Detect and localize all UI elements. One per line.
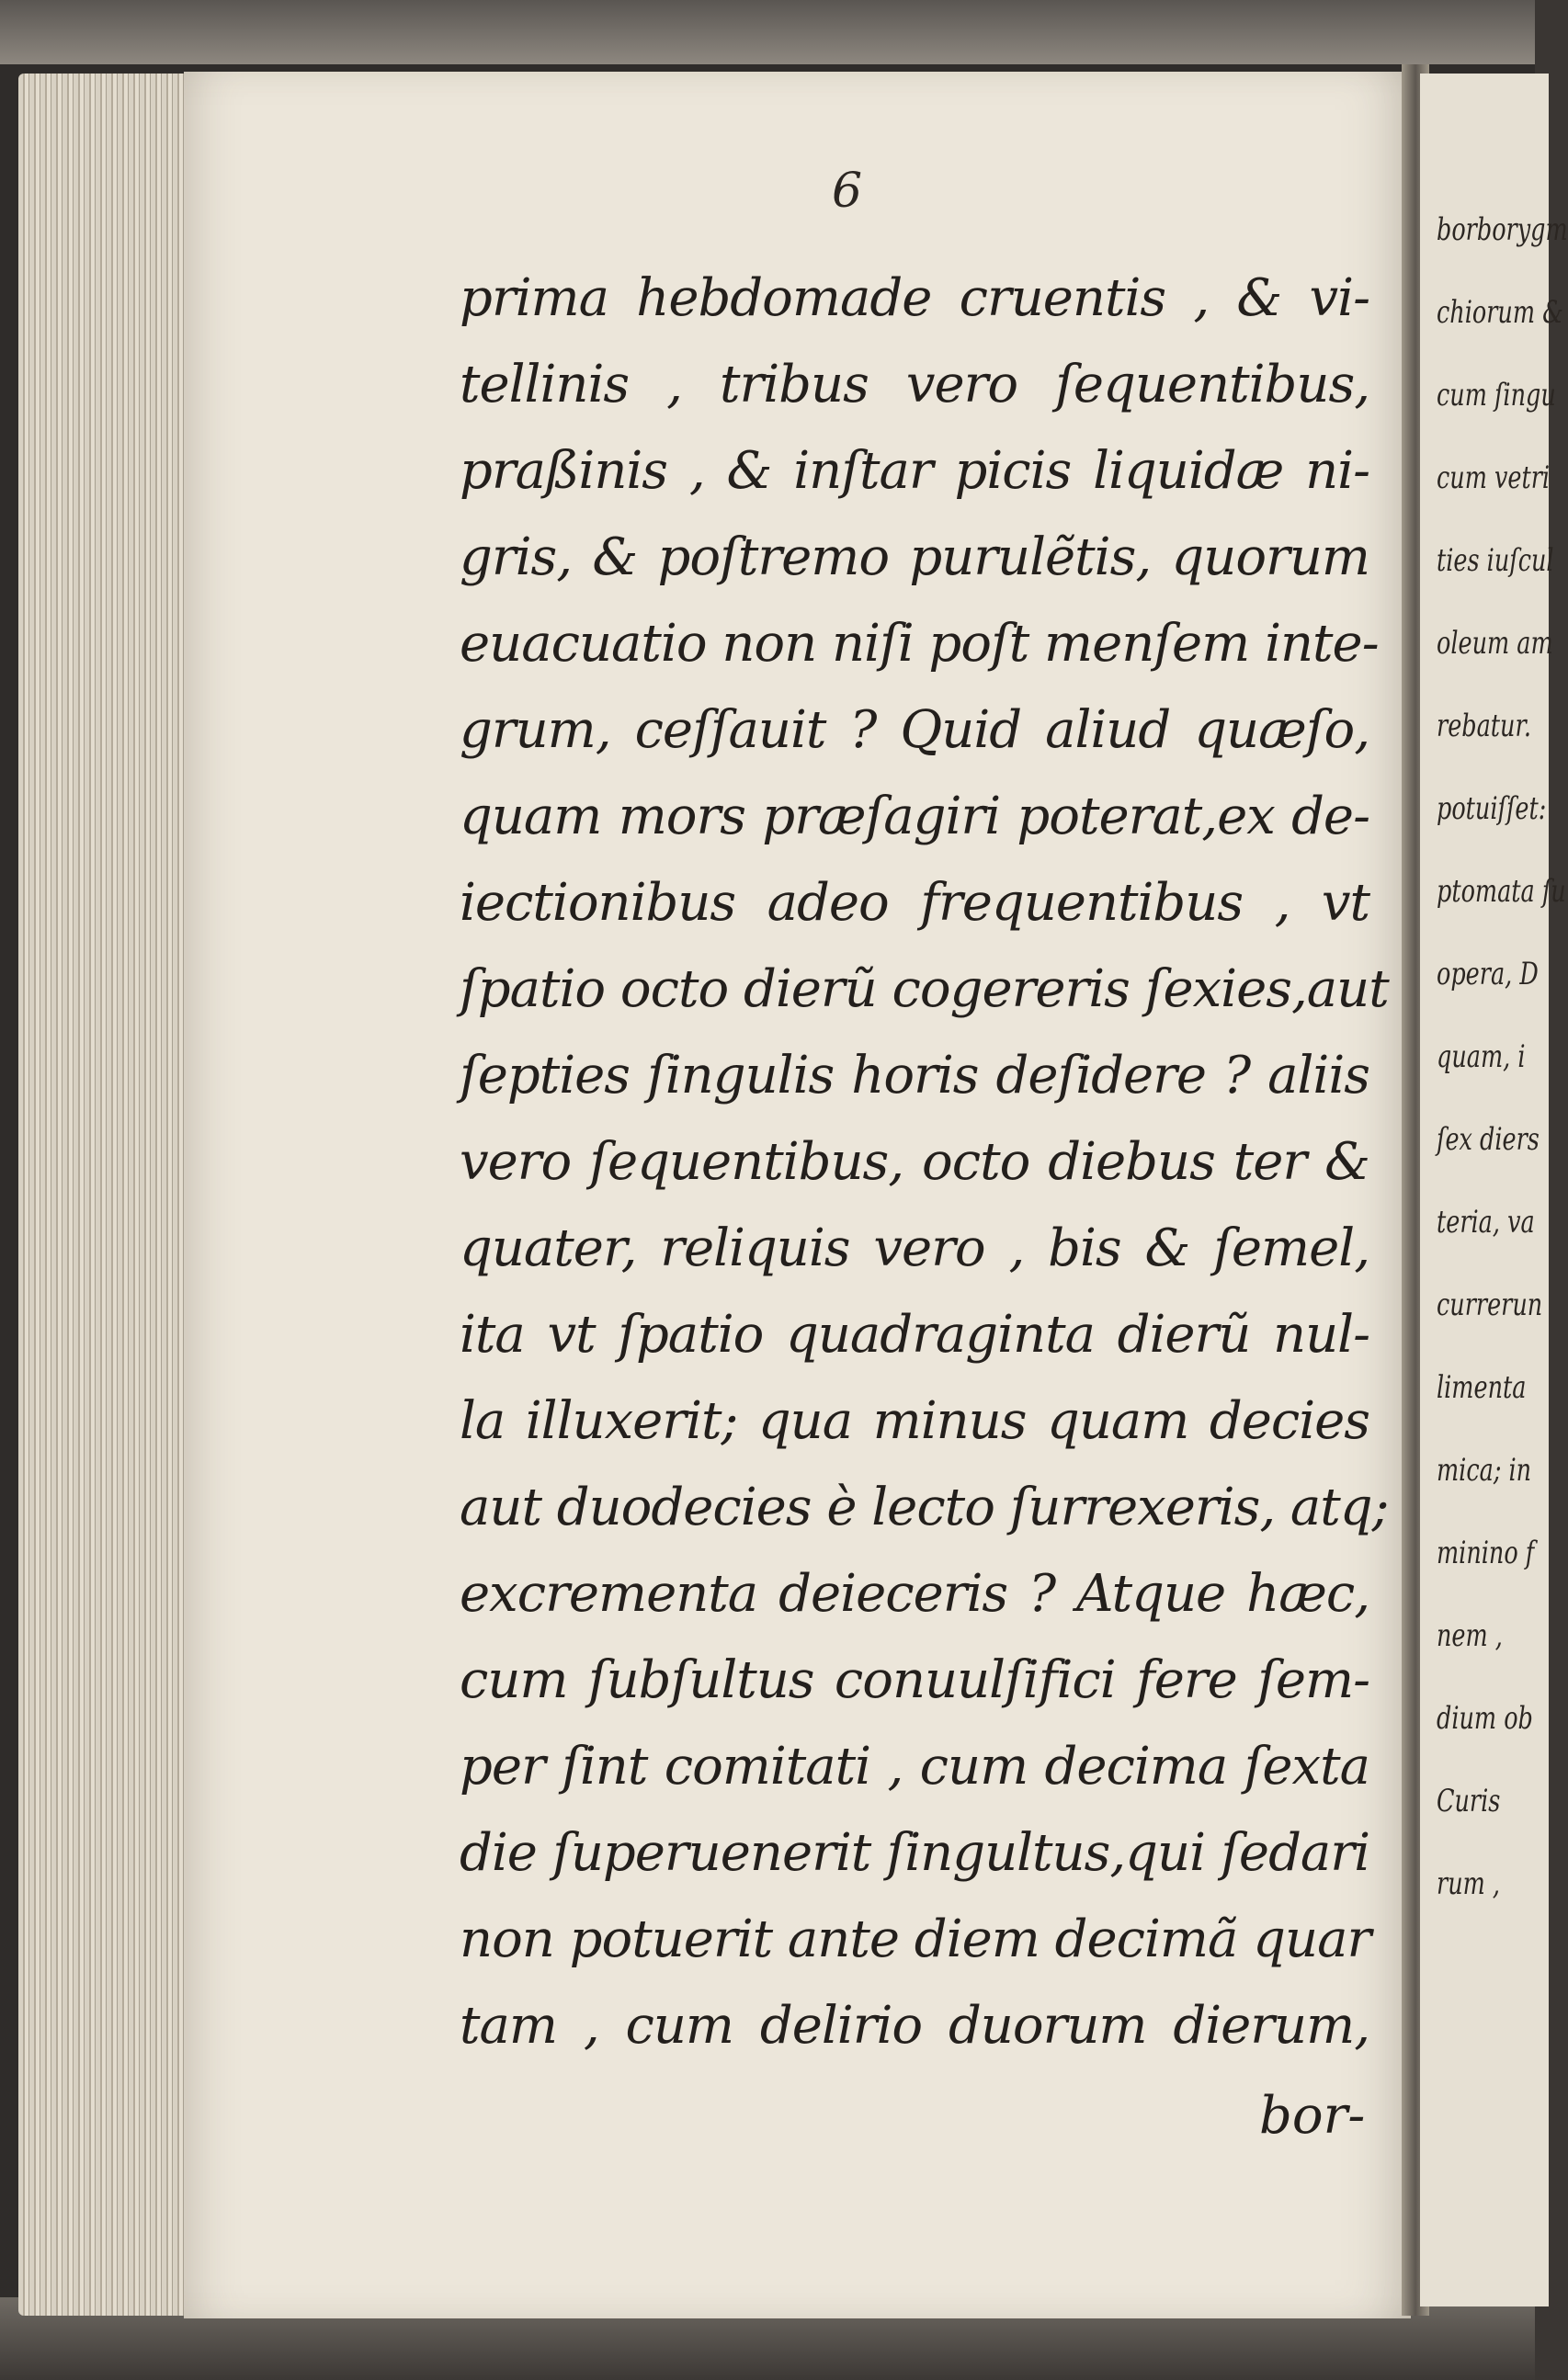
body-text — [460, 255, 1389, 2069]
text-line: euacuatio non niſi poſt menſem inte- — [460, 614, 1379, 674]
facing-line: ties iuſcul — [1437, 542, 1554, 579]
facing-line: oleum am — [1437, 625, 1553, 662]
page-number: 6 — [832, 164, 863, 219]
facing-line: cum ſingu — [1437, 377, 1556, 414]
facing-line: cum vetri — [1437, 459, 1551, 496]
facing-line: chiorum & — [1437, 294, 1563, 331]
facing-line: potuiſſet: — [1437, 790, 1547, 827]
text-line: cum ſubſultus conuulſifici fere ſem- — [460, 1650, 1369, 1710]
text-line: non potuerit ante diem decimã quar — [460, 1910, 1371, 1969]
catchword: bor- — [1259, 2086, 1366, 2146]
facing-line: currerun — [1437, 1286, 1543, 1323]
text-line: ſepties ſingulis horis deſidere ? aliis — [460, 1046, 1369, 1105]
top-background — [0, 0, 1535, 64]
facing-line: dium ob — [1437, 1700, 1533, 1737]
facing-line: Curis — [1437, 1783, 1501, 1819]
text-line: aut duodecies è lecto ſurrexeris, atq; — [460, 1478, 1389, 1537]
text-line: ſpatio octo dierũ cogereris ſexies,aut — [460, 959, 1389, 1019]
text-line: praßinis , & inſtar picis liquidæ ni- — [460, 441, 1369, 501]
facing-line: mica; in — [1437, 1452, 1532, 1489]
facing-line: ptomata ſu — [1437, 873, 1566, 910]
text-line: iectionibus adeo frequentibus , vt — [460, 873, 1369, 933]
text-line: excrementa deieceris ? Atque hæc, — [460, 1564, 1369, 1624]
text-line: per ſint comitati , cum decima ſexta — [460, 1737, 1369, 1796]
facing-line: limenta — [1437, 1369, 1527, 1406]
facing-page — [1420, 74, 1568, 2306]
text-line: vero ſequentibus, octo diebus ter & — [460, 1132, 1369, 1192]
text-line: prima hebdomade cruentis , & vi- — [460, 268, 1369, 328]
facing-line: teria, va — [1437, 1204, 1535, 1241]
facing-line: ſex diers — [1437, 1121, 1540, 1158]
facing-line: nem , — [1437, 1617, 1503, 1654]
facing-line: quam, i — [1437, 1038, 1526, 1075]
page-edges — [18, 74, 193, 2316]
facing-line: minino f — [1437, 1535, 1535, 1571]
text-line: die ſuperuenerit ſingultus,qui ſedari — [460, 1823, 1369, 1883]
facing-line: borborygm — [1437, 211, 1568, 248]
text-line: ita vt ſpatio quadraginta dierũ nul- — [460, 1305, 1369, 1365]
text-line: tellinis , tribus vero ſequentibus, — [460, 355, 1369, 414]
text-line: la illuxerit; qua minus quam decies — [460, 1391, 1369, 1451]
text-line: quater, reliquis vero , bis & ſemel, — [460, 1218, 1369, 1278]
text-line: gris, & poſtremo purulẽtis, quorum — [460, 527, 1369, 587]
facing-line: rebatur. — [1437, 708, 1531, 744]
facing-line: opera, D — [1437, 956, 1539, 992]
text-line: quam mors præſagiri poterat,ex de- — [460, 787, 1369, 846]
text-line: tam , cum delirio duorum dierum, — [460, 1996, 1369, 2056]
text-line: grum, ceſſauit ? Quid aliud quæſo, — [460, 700, 1369, 760]
facing-line: rum , — [1437, 1865, 1501, 1902]
